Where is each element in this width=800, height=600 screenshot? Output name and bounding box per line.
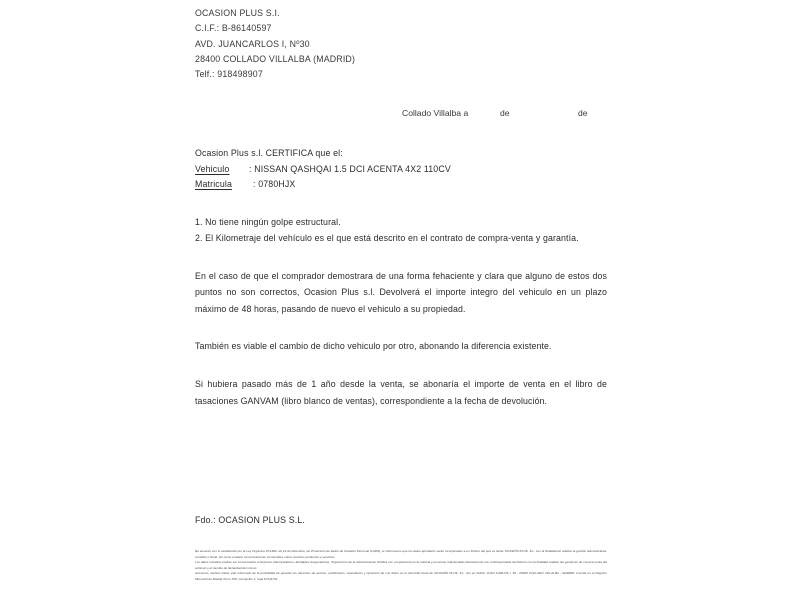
vehicle-row bbox=[195, 162, 607, 177]
legal-paragraph: Los datos incluidos podrán ser comunicados a Gestores Administrativos, Entidades Aseguradoras, Organismos de la Administración Pública con competencia en la materia y personas relacionadas directamente con el Responsable del fichero con la finalidad realizar las gestiones de compra venta del vehiculo y el cambio de titularidad del mismo. bbox=[195, 560, 607, 570]
company-header bbox=[195, 0, 607, 82]
document-body bbox=[195, 0, 607, 525]
date-place: Collado Villalba a bbox=[402, 108, 469, 119]
date-separator-month: de bbox=[500, 108, 510, 119]
company-city: 28400 COLLADO VILLALBA (MADRID) bbox=[195, 53, 356, 64]
clause-list bbox=[195, 214, 607, 247]
plate-label: Matricula bbox=[195, 179, 233, 190]
plate-value: : 0780HJX bbox=[253, 179, 296, 190]
legal-paragraph: De acuerdo con lo establecido por la Ley Orgánica 15/1999, de 13 de diciembre, de Protección de Datos de Carácter Personal (LOPD), le informamos que los datos aportados serán incorporados a un fichero del que es titular OCASIÓN PLUS, S.L. con la finalidad de realizar la gestión administrativa, contable y fiscal, así como enviarle comunicaciones comerciales sobre nuestros productos y servicios. bbox=[195, 549, 607, 559]
company-tax-id: C.I.F.: B-86140597 bbox=[195, 23, 272, 34]
legal-notice bbox=[195, 549, 607, 583]
clause-item: 2. El Kilometraje del vehículo es el que está descrito en el contrato de compra-venta y garantía. bbox=[195, 233, 579, 244]
clause-item: 1. No tiene ningún golpe estructural. bbox=[195, 216, 341, 227]
company-street: AVD. JUANCARLOS I, Nº30 bbox=[195, 38, 310, 49]
paragraph-exchange: También es viable el cambio de dicho vehiculo por otro, abonando la diferencia existente. bbox=[195, 341, 552, 352]
company-phone: Telf.: 918498907 bbox=[195, 69, 263, 80]
certification-intro: Ocasion Plus s.l. CERTIFICA que el: bbox=[195, 148, 343, 159]
certification-block bbox=[195, 146, 607, 192]
date-line bbox=[195, 108, 607, 124]
paragraph-ganvam: Si hubiera pasado más de 1 año desde la venta, se abonaría el importe de venta en el libro de tasaciones GANVAM (libro blanco de ventas), correspondiente a la fecha de devolución. bbox=[195, 379, 607, 406]
date-separator-year: de bbox=[578, 108, 588, 119]
company-name: OCASION PLUS S.I. bbox=[195, 8, 280, 18]
plate-row bbox=[195, 177, 607, 192]
paragraph-refund: En el caso de que el comprador demostrara de una forma fehaciente y clara que alguno de estos dos puntos no son correctos, Ocasion Plus s.l. Devolverá el importe integro del vehiculo en un plazo máximo de 48 horas, pasando de nuevo el vehiculo a su propiedad. bbox=[195, 270, 607, 314]
legal-paragraph: Asimismo, declaro haber sido informado de la posibilidad de ejercitar los derechos de acceso, rectificación, cancelación y oposición de mis datos en el domicilio fiscal de OCASIÓN PLUS, S.L. sito en AVDA. JUAN CARLOS I, 30 - 28400 COLLADO VILLALBA - MADRID. Inscrita en el Registro Mercantil de Madrid Tomo 150, inscripción 1, hoja M 511731 bbox=[195, 571, 607, 581]
vehicle-value: : NISSAN QASHQAI 1.5 DCI ACENTA 4X2 110CV bbox=[249, 163, 451, 174]
vehicle-label: Vehiculo bbox=[195, 163, 230, 174]
signature-line: Fdo.: OCASION PLUS S.L. bbox=[195, 515, 306, 526]
